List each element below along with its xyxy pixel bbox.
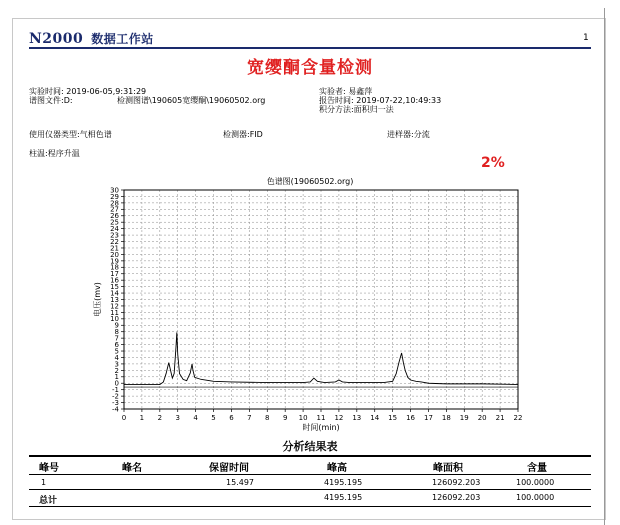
report-title: 宽缨酮含量检测: [247, 58, 373, 78]
results-header-row: [29, 455, 591, 475]
chart-grid: [124, 190, 518, 409]
y-tick-label: 7: [114, 334, 119, 343]
cell-retention: 15.497: [226, 478, 254, 487]
cell-area: 126092.203: [432, 478, 481, 487]
y-tick-label: -2: [112, 392, 119, 401]
x-tick-label: 14: [370, 414, 380, 422]
cell-peak-no: 1: [41, 478, 47, 487]
y-tick-label: 15: [110, 283, 119, 292]
header-divider: [29, 47, 591, 49]
y-tick-label: -1: [112, 386, 119, 395]
y-tick-label: 11: [110, 308, 119, 317]
y-tick-label: 23: [110, 231, 119, 240]
x-tick-label: 5: [211, 414, 216, 422]
meta-integration: 积分方法:面积归一法: [319, 105, 394, 114]
y-tick-label: 26: [110, 212, 119, 221]
brand-logo: [29, 30, 154, 47]
y-tick-label: 29: [110, 192, 119, 201]
y-tick-label: -4: [112, 405, 119, 414]
y-axis-label: 电压(mv): [93, 282, 102, 317]
results-table-title: 分析结果表: [282, 440, 338, 453]
y-tick-label: 22: [110, 237, 119, 246]
x-tick-label: 8: [265, 414, 270, 422]
x-tick-label: 16: [406, 414, 416, 422]
y-tick-label: 9: [114, 321, 119, 330]
page-number: 1: [583, 33, 589, 43]
y-tick-label: -3: [112, 398, 119, 407]
x-tick-label: 17: [423, 414, 433, 422]
total-height: 4195.195: [324, 493, 363, 502]
y-tick-label: 1: [114, 373, 119, 382]
col-header-peak-no: 峰号: [39, 463, 59, 474]
x-tick-label: 7: [247, 414, 252, 422]
x-tick-label: 1: [139, 414, 145, 422]
meta-report-time: 报告时间: 2019-07-22,10:49:33: [319, 96, 442, 105]
y-tick-label: 17: [110, 270, 119, 279]
x-tick-label: 20: [477, 414, 487, 422]
y-tick-label: 21: [110, 244, 119, 253]
x-tick-label: 2: [157, 414, 163, 422]
x-axis-label: 时间(min): [302, 423, 340, 432]
brand-name: N2000: [29, 31, 84, 47]
col-header-peak-name: 峰名: [122, 463, 142, 474]
table-row: [29, 475, 591, 490]
total-row: [29, 490, 591, 507]
y-tick-label: 6: [114, 340, 119, 349]
x-tick-label: 19: [459, 414, 469, 422]
meta-file-label: 谱图文件:D:: [29, 96, 73, 105]
brand-subtitle: 数据工作站: [91, 32, 154, 46]
col-header-height: 峰高: [327, 463, 347, 474]
x-tick-label: 13: [352, 414, 362, 422]
x-tick-label: 4: [193, 414, 198, 422]
y-tick-label: 18: [110, 263, 119, 272]
results-table: [29, 455, 591, 507]
y-tick-label: 20: [110, 250, 119, 259]
chart-ticks: [121, 190, 518, 412]
x-tick-label: 9: [282, 414, 288, 422]
y-tick-label: 25: [110, 218, 119, 227]
x-tick-label: 3: [175, 414, 180, 422]
x-tick-label: 15: [388, 414, 398, 422]
chromatogram-chart: [90, 186, 530, 432]
total-label: 总计: [39, 496, 58, 506]
x-tick-label: 10: [298, 414, 308, 422]
y-tick-label: 2: [114, 366, 119, 375]
meta-injector: 进样器:分流: [387, 130, 430, 139]
meta-file-path: 检测图谱\190605宽缨酮\19060502.org: [117, 96, 266, 105]
y-tick-label: 27: [110, 205, 119, 214]
cell-height: 4195.195: [324, 478, 363, 487]
cell-content: 100.0000: [516, 478, 555, 487]
y-tick-label: 16: [110, 276, 119, 285]
x-tick-label: 11: [316, 414, 326, 422]
y-tick-label: 19: [110, 257, 119, 266]
meta-test-time: 实验时间: 2019-06-05,9:31:29: [29, 87, 147, 96]
y-tick-label: 0: [114, 379, 119, 388]
x-tick-label: 22: [513, 414, 523, 422]
chart-tick-labels: [110, 186, 522, 422]
x-tick-label: 6: [229, 414, 234, 422]
x-tick-label: 12: [334, 414, 344, 422]
total-content: 100.0000: [516, 493, 555, 502]
col-header-content: 含量: [527, 463, 547, 474]
y-tick-label: 5: [114, 347, 119, 356]
y-tick-label: 14: [110, 289, 119, 298]
meta-detector: 检测器:FID: [223, 130, 263, 139]
y-tick-label: 30: [110, 186, 119, 195]
meta-column: 柱温:程序升温: [29, 149, 80, 158]
y-tick-label: 3: [114, 360, 119, 369]
total-area: 126092.203: [432, 493, 481, 502]
annotation-percent: 2%: [481, 155, 505, 171]
chart-title: 色谱图(19060502.org): [266, 177, 354, 186]
y-tick-label: 8: [114, 328, 119, 337]
y-tick-label: 13: [110, 295, 119, 304]
x-tick-label: 21: [495, 414, 505, 422]
y-tick-label: 28: [110, 199, 119, 208]
col-header-retention: 保留时间: [209, 463, 249, 474]
col-header-area: 峰面积: [433, 463, 463, 474]
x-tick-label: 18: [441, 414, 451, 422]
y-tick-label: 12: [110, 302, 119, 311]
y-tick-label: 10: [110, 315, 119, 324]
y-tick-label: 4: [114, 353, 119, 362]
meta-operator: 实验者: 易鑫萍: [319, 87, 373, 96]
y-tick-label: 24: [110, 225, 119, 234]
meta-instrument: 使用仪器类型:气相色谱: [29, 130, 112, 139]
x-tick-label: 0: [121, 414, 127, 422]
